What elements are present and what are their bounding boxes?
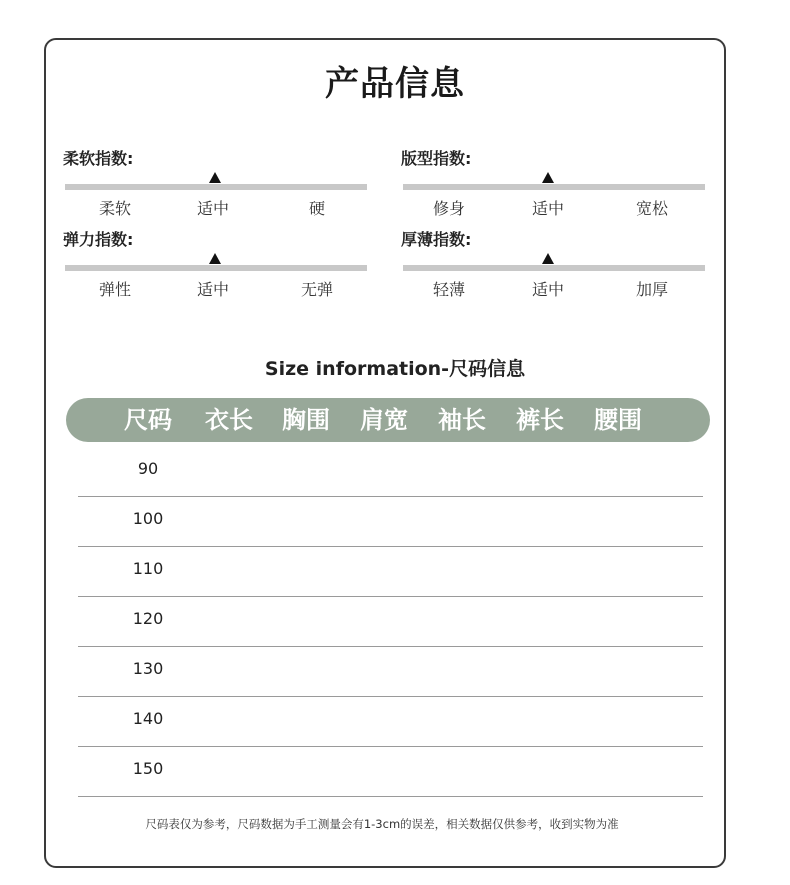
row-size-value: 110: [132, 559, 164, 578]
column-size: 尺码: [124, 406, 172, 434]
column-chest: 胸围: [282, 406, 330, 434]
table-row: [78, 697, 703, 747]
thickness-index-track: [403, 265, 705, 271]
size-table-header: [66, 398, 710, 442]
elasticity-option-none: 无弹: [300, 280, 333, 299]
fit-marker-icon: [542, 172, 554, 183]
softness-option-soft: 柔软: [98, 199, 131, 218]
table-row: [78, 597, 703, 647]
table-row: [78, 497, 703, 547]
elasticity-index-track: [65, 265, 367, 271]
thickness-index-label: 厚薄指数:: [401, 230, 472, 249]
table-row: [78, 547, 703, 597]
size-disclaimer: 尺码表仅为参考，尺码数据为手工测量会有1-3cm的误差，相关数据仅供参考，收到实物为准: [145, 817, 619, 831]
elasticity-option-medium: 适中: [196, 280, 229, 299]
elasticity-option-elastic: 弹性: [98, 280, 131, 299]
fit-index-track: [403, 184, 705, 190]
column-waist: 腰围: [594, 406, 642, 434]
size-section-title: Size information-尺码信息: [264, 358, 526, 380]
elasticity-index-label: 弹力指数:: [63, 230, 134, 249]
row-size-value: 100: [132, 509, 164, 528]
fit-option-medium: 适中: [531, 199, 564, 218]
row-size-value: 140: [132, 709, 164, 728]
row-size-value: 150: [132, 759, 164, 778]
fit-option-slim: 修身: [432, 199, 465, 218]
table-row: [78, 447, 703, 497]
softness-option-hard: 硬: [308, 199, 325, 218]
row-size-value: 130: [132, 659, 164, 678]
page-title: 产品信息: [325, 64, 465, 104]
column-pants-length: 裤长: [516, 406, 564, 434]
fit-option-loose: 宽松: [635, 199, 668, 218]
table-row: [78, 647, 703, 697]
column-shoulder: 肩宽: [360, 406, 408, 434]
column-length: 衣长: [205, 406, 253, 434]
row-size-value: 90: [137, 459, 159, 478]
row-size-value: 120: [132, 609, 164, 628]
softness-index-label: 柔软指数:: [63, 149, 134, 168]
softness-index-track: [65, 184, 367, 190]
thickness-option-thick: 加厚: [635, 280, 668, 299]
elasticity-marker-icon: [209, 253, 221, 264]
softness-option-medium: 适中: [196, 199, 229, 218]
fit-index-label: 版型指数:: [401, 149, 472, 168]
column-sleeve: 袖长: [438, 406, 486, 434]
thickness-marker-icon: [542, 253, 554, 264]
thickness-option-medium: 适中: [531, 280, 564, 299]
thickness-option-thin: 轻薄: [432, 280, 465, 299]
softness-marker-icon: [209, 172, 221, 183]
table-row: [78, 747, 703, 797]
